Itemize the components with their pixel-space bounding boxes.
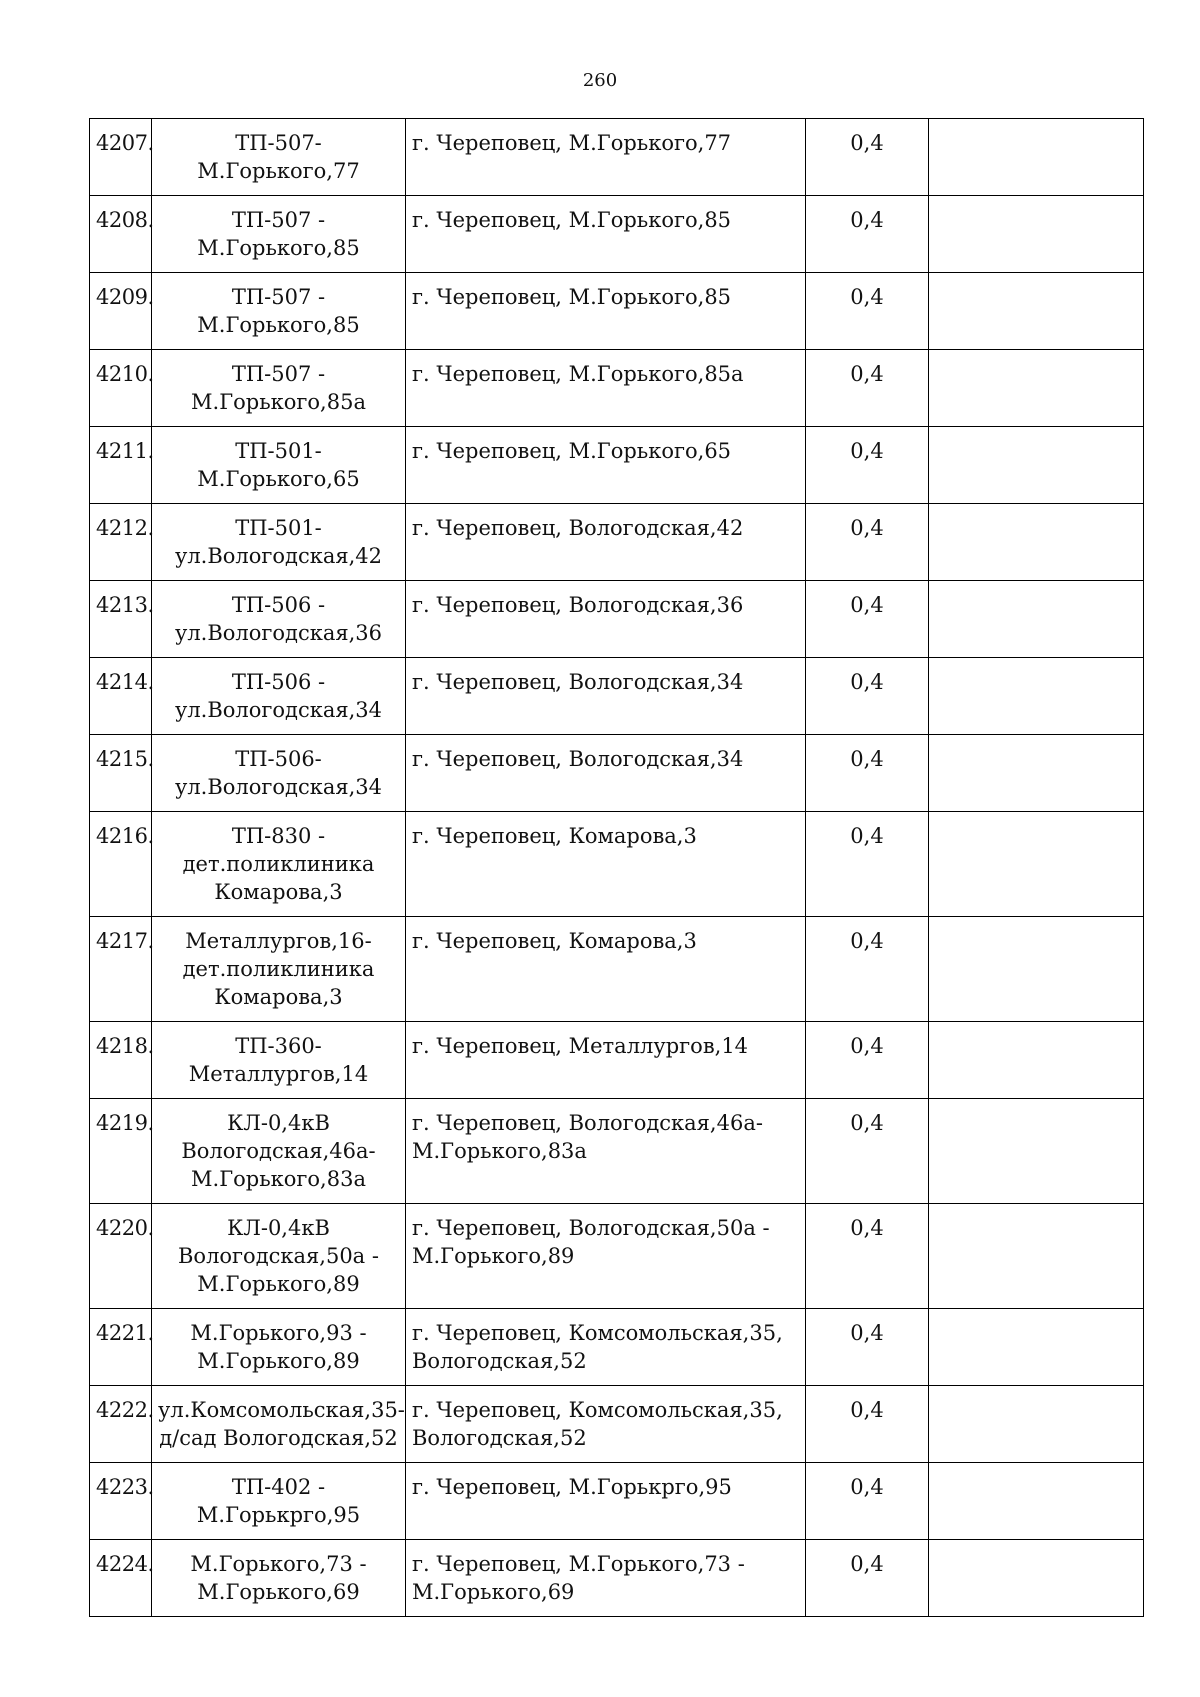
row-number-cell: 4213. — [90, 581, 152, 658]
voltage-cell: 0,4 — [806, 119, 929, 196]
voltage-cell: 0,4 — [806, 1204, 929, 1309]
line-name-cell: ТП-507 - М.Горького,85 — [152, 273, 406, 350]
voltage-cell: 0,4 — [806, 917, 929, 1022]
address-cell: г. Череповец, М.Горькрго,95 — [406, 1463, 806, 1540]
voltage-cell: 0,4 — [806, 735, 929, 812]
voltage-cell: 0,4 — [806, 1309, 929, 1386]
address-cell: г. Череповец, М.Горького,85 — [406, 273, 806, 350]
line-name-cell: ТП-360- Металлургов,14 — [152, 1022, 406, 1099]
table-row — [90, 1540, 1144, 1617]
line-name-cell: ТП-507 - М.Горького,85а — [152, 350, 406, 427]
line-name-cell: ул.Комсомольская,35- д/сад Вологодская,52 — [152, 1386, 406, 1463]
address-cell: г. Череповец, Комарова,3 — [406, 812, 806, 917]
table-row — [90, 917, 1144, 1022]
empty-cell — [929, 1386, 1144, 1463]
voltage-cell: 0,4 — [806, 581, 929, 658]
row-number-cell: 4211. — [90, 427, 152, 504]
row-number-cell: 4222. — [90, 1386, 152, 1463]
address-cell: г. Череповец, М.Горького,77 — [406, 119, 806, 196]
table-row — [90, 735, 1144, 812]
voltage-cell: 0,4 — [806, 1022, 929, 1099]
row-number-cell: 4218. — [90, 1022, 152, 1099]
voltage-cell: 0,4 — [806, 504, 929, 581]
empty-cell — [929, 196, 1144, 273]
table-row — [90, 427, 1144, 504]
empty-cell — [929, 273, 1144, 350]
address-cell: г. Череповец, Вологодская,34 — [406, 658, 806, 735]
line-name-cell: ТП-402 - М.Горькрго,95 — [152, 1463, 406, 1540]
voltage-cell: 0,4 — [806, 812, 929, 917]
empty-cell — [929, 504, 1144, 581]
line-name-cell: ТП-830 - дет.поликлиника Комарова,3 — [152, 812, 406, 917]
table-row — [90, 1309, 1144, 1386]
row-number-cell: 4214. — [90, 658, 152, 735]
line-name-cell: ТП-506- ул.Вологодская,34 — [152, 735, 406, 812]
empty-cell — [929, 658, 1144, 735]
voltage-cell: 0,4 — [806, 658, 929, 735]
voltage-cell: 0,4 — [806, 1540, 929, 1617]
page-number: 260 — [582, 70, 618, 91]
table-row — [90, 119, 1144, 196]
row-number-cell: 4215. — [90, 735, 152, 812]
voltage-cell: 0,4 — [806, 1099, 929, 1204]
table-row — [90, 504, 1144, 581]
voltage-cell: 0,4 — [806, 196, 929, 273]
address-cell: г. Череповец, Комарова,3 — [406, 917, 806, 1022]
table-row — [90, 1099, 1144, 1204]
table-row — [90, 273, 1144, 350]
table-row — [90, 658, 1144, 735]
empty-cell — [929, 581, 1144, 658]
address-cell: г. Череповец, Вологодская,42 — [406, 504, 806, 581]
address-cell: г. Череповец, Комсомольская,35, Вологодская,52 — [406, 1386, 806, 1463]
registry-table-body — [90, 119, 1144, 1617]
table-row — [90, 350, 1144, 427]
row-number-cell: 4219. — [90, 1099, 152, 1204]
table-row — [90, 1022, 1144, 1099]
row-number-cell: 4208. — [90, 196, 152, 273]
voltage-cell: 0,4 — [806, 350, 929, 427]
line-name-cell: М.Горького,73 - М.Горького,69 — [152, 1540, 406, 1617]
address-cell: г. Череповец, М.Горького,85 — [406, 196, 806, 273]
line-name-cell: ТП-507 - М.Горького,85 — [152, 196, 406, 273]
empty-cell — [929, 119, 1144, 196]
empty-cell — [929, 1309, 1144, 1386]
row-number-cell: 4210. — [90, 350, 152, 427]
address-cell: г. Череповец, М.Горького,73 - М.Горького,69 — [406, 1540, 806, 1617]
row-number-cell: 4209. — [90, 273, 152, 350]
address-cell: г. Череповец, Вологодская,46а- М.Горького,83а — [406, 1099, 806, 1204]
voltage-cell: 0,4 — [806, 427, 929, 504]
table-row — [90, 1204, 1144, 1309]
address-cell: г. Череповец, Металлургов,14 — [406, 1022, 806, 1099]
line-name-cell: ТП-501- ул.Вологодская,42 — [152, 504, 406, 581]
line-name-cell: ТП-501-М.Горького,65 — [152, 427, 406, 504]
address-cell: г. Череповец, М.Горького,65 — [406, 427, 806, 504]
voltage-cell: 0,4 — [806, 1386, 929, 1463]
table-row — [90, 1386, 1144, 1463]
address-cell: г. Череповец, Вологодская,34 — [406, 735, 806, 812]
address-cell: г. Череповец, Комсомольская,35, Вологодская,52 — [406, 1309, 806, 1386]
table-row — [90, 1463, 1144, 1540]
empty-cell — [929, 917, 1144, 1022]
line-name-cell: М.Горького,93 - М.Горького,89 — [152, 1309, 406, 1386]
row-number-cell: 4217. — [90, 917, 152, 1022]
row-number-cell: 4216. — [90, 812, 152, 917]
line-name-cell: КЛ-0,4кВ Вологодская,50а - М.Горького,89 — [152, 1204, 406, 1309]
voltage-cell: 0,4 — [806, 1463, 929, 1540]
row-number-cell: 4224. — [90, 1540, 152, 1617]
row-number-cell: 4221. — [90, 1309, 152, 1386]
table-row — [90, 812, 1144, 917]
empty-cell — [929, 1540, 1144, 1617]
row-number-cell: 4207. — [90, 119, 152, 196]
empty-cell — [929, 1022, 1144, 1099]
address-cell: г. Череповец, Вологодская,50а - М.Горького,89 — [406, 1204, 806, 1309]
line-name-cell: ТП-506 - ул.Вологодская,34 — [152, 658, 406, 735]
row-number-cell: 4212. — [90, 504, 152, 581]
empty-cell — [929, 427, 1144, 504]
voltage-cell: 0,4 — [806, 273, 929, 350]
line-name-cell: ТП-507-М.Горького,77 — [152, 119, 406, 196]
line-name-cell: Металлургов,16- дет.поликлиника Комарова,3 — [152, 917, 406, 1022]
empty-cell — [929, 1099, 1144, 1204]
registry-table — [89, 118, 1144, 1617]
row-number-cell: 4223. — [90, 1463, 152, 1540]
table-row — [90, 196, 1144, 273]
line-name-cell: ТП-506 - ул.Вологодская,36 — [152, 581, 406, 658]
empty-cell — [929, 1463, 1144, 1540]
table-row — [90, 581, 1144, 658]
row-number-cell: 4220. — [90, 1204, 152, 1309]
empty-cell — [929, 1204, 1144, 1309]
empty-cell — [929, 735, 1144, 812]
address-cell: г. Череповец, Вологодская,36 — [406, 581, 806, 658]
address-cell: г. Череповец, М.Горького,85а — [406, 350, 806, 427]
empty-cell — [929, 350, 1144, 427]
line-name-cell: КЛ-0,4кВ Вологодская,46а- М.Горького,83а — [152, 1099, 406, 1204]
empty-cell — [929, 812, 1144, 917]
